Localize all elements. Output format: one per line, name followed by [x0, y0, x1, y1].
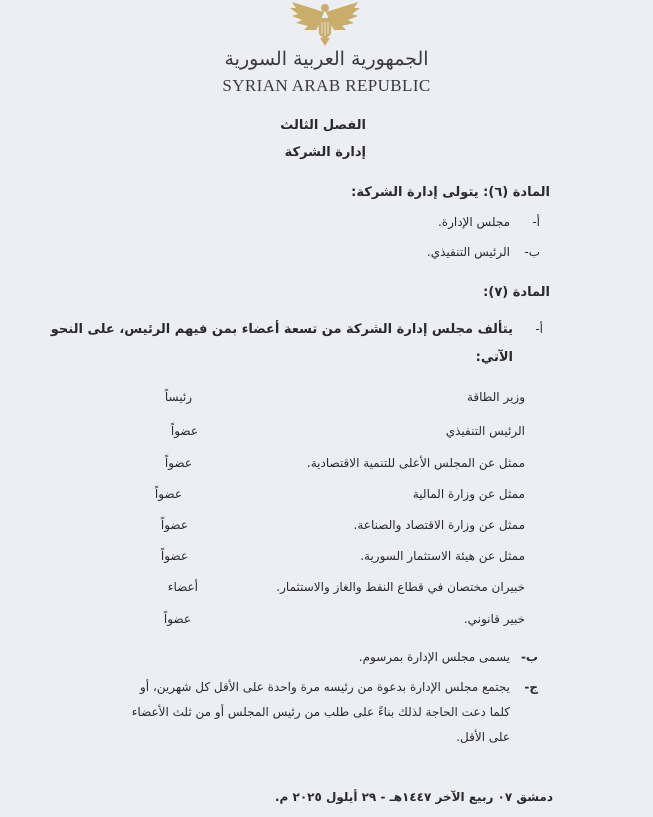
clause-c-line1: يجتمع مجلس الإدارة بدعوة من رئيسه مرة واحدة على الأقل كل شهرين، أو — [139, 680, 510, 694]
clause-b-text: يسمى مجلس الإدارة بمرسوم. — [358, 650, 510, 664]
member-name-4: ممثل عن وزارة المالية — [412, 487, 525, 501]
letterhead-arabic: الجمهورية العربية السورية — [224, 48, 429, 70]
clause-c-marker: ج- — [524, 680, 538, 694]
chapter-title: الفصل الثالث — [280, 118, 366, 133]
clause-a-line1: يتألف مجلس إدارة الشركة من تسعة أعضاء بمن فيهم الرئيس، على النحو — [50, 322, 513, 337]
member-name-5: ممثل عن وزارة الاقتصاد والصناعة. — [353, 518, 525, 532]
member-role-6: عضواً — [160, 549, 188, 563]
article-6-heading: المادة (٦): يتولى إدارة الشركة: — [351, 185, 550, 200]
member-name-7: خبيران مختصان في قطاع النفط والغاز والاستثمار. — [276, 580, 525, 594]
member-role-1: رئيساً — [164, 390, 192, 404]
clause-a-marker: أ- — [535, 322, 543, 336]
member-role-4: عضواً — [154, 487, 182, 501]
member-name-2: الرئيس التنفيذي — [445, 424, 525, 438]
footer-date: دمشق ٠٧ ربيع الآخر ١٤٤٧هـ - ٢٩ أيلول ٢٠٢٥ م. — [274, 790, 553, 804]
article-6-item-a: مجلس الإدارة. — [437, 215, 510, 229]
clause-a-line2: الآتي: — [475, 350, 513, 365]
article-7-heading: المادة (٧): — [483, 285, 550, 300]
article-6-item-b-marker: ب- — [524, 245, 540, 259]
clause-b-marker: ب- — [520, 650, 538, 664]
member-name-6: ممثل عن هيئة الاستثمار السورية. — [360, 549, 525, 563]
member-role-2: عضواً — [170, 424, 198, 438]
member-name-1: وزير الطاقة — [466, 390, 525, 404]
member-role-5: عضواً — [160, 518, 188, 532]
eagle-emblem-icon — [286, 0, 364, 48]
member-role-8: عضواً — [163, 612, 191, 626]
clause-c-line3: على الأقل. — [456, 730, 510, 744]
article-6-item-b: الرئيس التنفيذي. — [426, 245, 510, 259]
clause-c-line2: كلما دعت الحاجة لذلك بناءً على طلب من رئيس المجلس أو من ثلث الأعضاء — [131, 705, 510, 719]
member-role-7: أعضاء — [167, 580, 198, 594]
member-role-3: عضواً — [164, 456, 192, 470]
article-6-item-a-marker: أ- — [532, 215, 540, 229]
letterhead-english: SYRIAN ARAB REPUBLIC — [222, 76, 431, 95]
member-name-3: ممثل عن المجلس الأعلى للتنمية الاقتصادية. — [306, 456, 525, 470]
member-name-8: خبير قانوني. — [463, 612, 525, 626]
chapter-subtitle: إدارة الشركة — [284, 145, 366, 160]
